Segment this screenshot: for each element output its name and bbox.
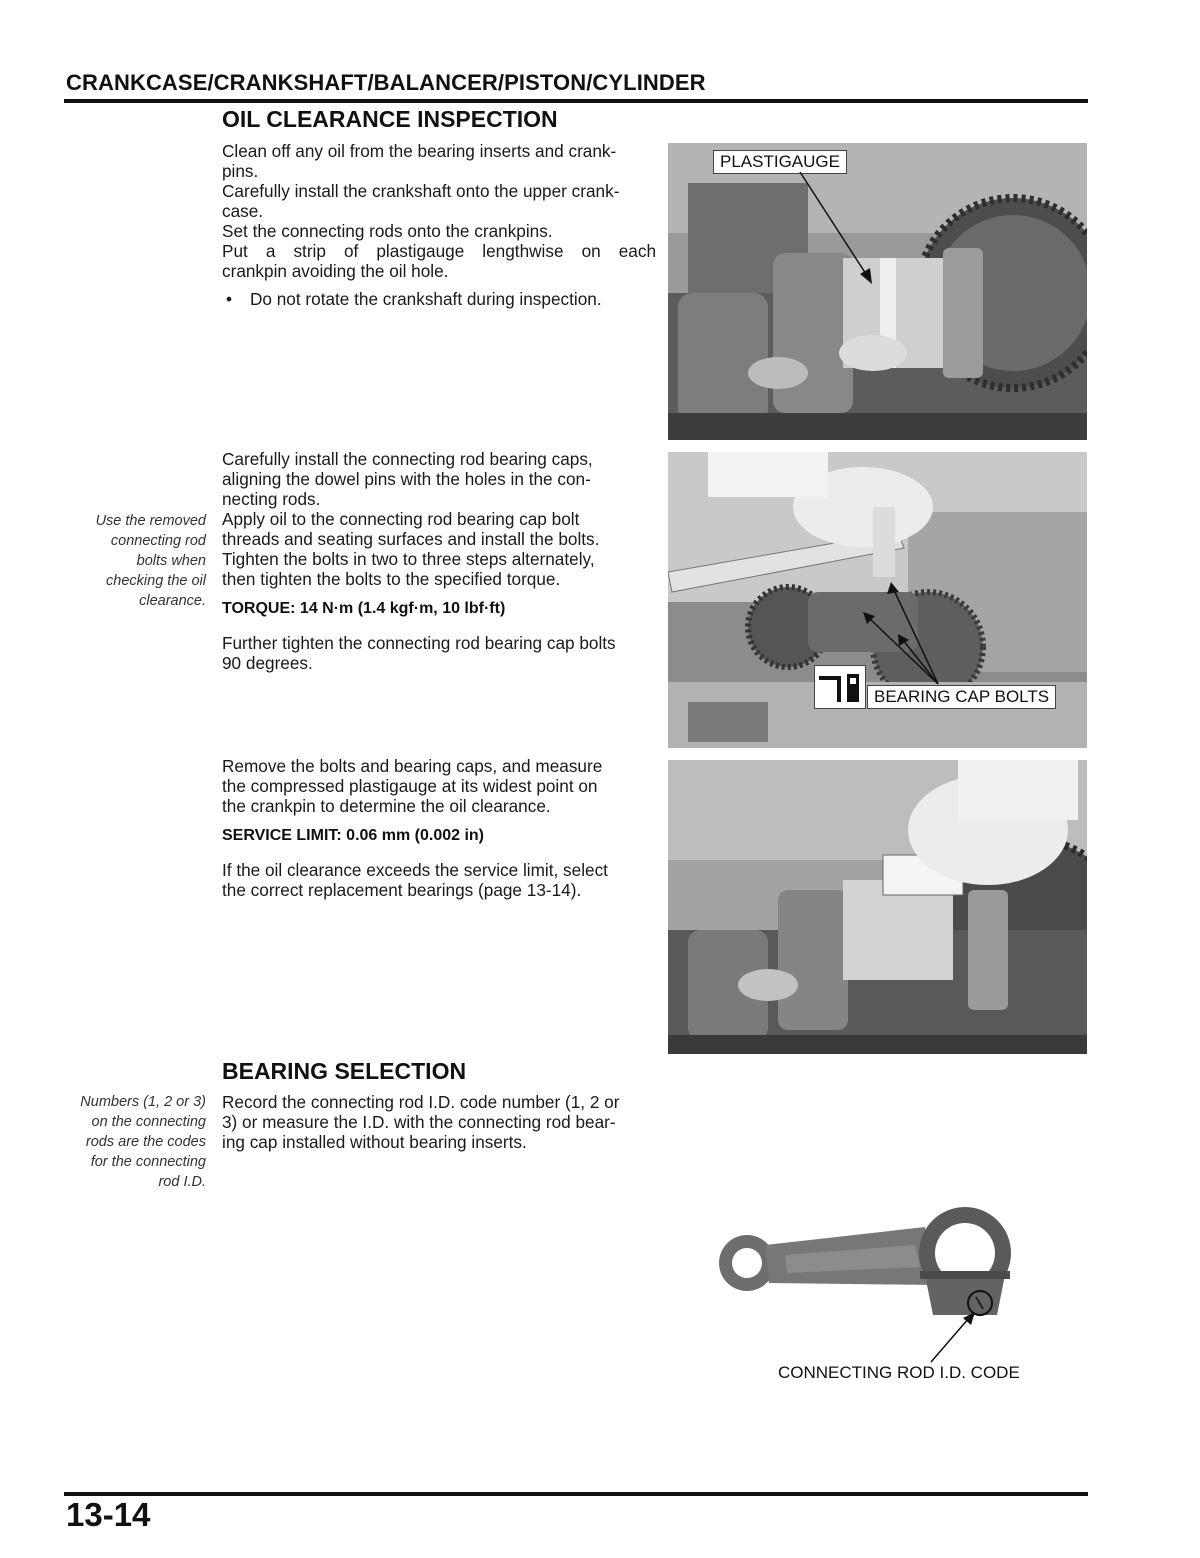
side-note-line: Use the removed	[95, 513, 206, 529]
text-line: threads and seating surfaces and install the bolts.	[222, 529, 600, 549]
text-line: If the oil clearance exceeds the service limit, select	[222, 860, 608, 880]
exceeds-text	[222, 860, 656, 900]
measure-text	[222, 756, 656, 816]
id-code-leader-arrow-icon	[925, 1310, 980, 1365]
page-header-title: CRANKCASE/CRANKSHAFT/BALANCER/PISTON/CYLINDER	[66, 70, 706, 95]
side-note-line: bolts when	[136, 553, 206, 569]
text-line: Apply oil to the connecting rod bearing cap bolt	[222, 509, 580, 529]
bolts-side-note	[56, 511, 206, 611]
bearing-cap-bolts-label: BEARING CAP BOLTS	[867, 685, 1056, 709]
text-line: Carefully install the connecting rod bearing caps,	[222, 449, 593, 469]
measure-plastigauge-photo	[668, 760, 1087, 1054]
service-limit-spec: SERVICE LIMIT: 0.06 mm (0.002 in)	[222, 827, 485, 844]
text-line: the compressed plastigauge at its widest point on	[222, 776, 598, 796]
text-line: the correct replacement bearings (page 13-14).	[222, 880, 582, 900]
plastigauge-leader-arrow-icon	[790, 170, 890, 290]
bearing-cap-bolts-leader-arrows-icon	[855, 580, 945, 690]
torque-spec: TORQUE: 14 N·m (1.4 kgf·m, 10 lbf·ft)	[222, 600, 506, 617]
text-line: Put a strip of plastigauge lengthwise on each	[222, 241, 656, 261]
text-line: then tighten the bolts to the specified torque.	[222, 569, 561, 589]
plastigauge-label: PLASTIGAUGE	[713, 150, 847, 174]
text-line: Record the connecting rod I.D. code number (1, 2 or	[222, 1092, 620, 1112]
text-line: crankpin avoiding the oil hole.	[222, 261, 449, 281]
text-line: pins.	[222, 161, 259, 181]
oil-clearance-heading: OIL CLEARANCE INSPECTION	[222, 106, 558, 132]
inspection-bullet	[226, 289, 602, 309]
header-rule	[64, 99, 1088, 103]
text-line: Clean off any oil from the bearing inserts and crank-	[222, 141, 617, 161]
side-note-line: clearance.	[139, 593, 206, 609]
oil-clearance-text	[222, 141, 656, 281]
side-note-line: Numbers (1, 2 or 3)	[80, 1094, 206, 1110]
connecting-rod-id-code-label: CONNECTING ROD I.D. CODE	[778, 1363, 1020, 1382]
text-line: Tighten the bolts in two to three steps alternately,	[222, 549, 595, 569]
page-number: 13-14	[66, 1496, 151, 1533]
side-note-line: checking the oil	[106, 573, 206, 589]
side-note-line: on the connecting	[91, 1114, 206, 1130]
side-note-line: rod I.D.	[158, 1174, 206, 1190]
text-line: case.	[222, 201, 264, 221]
bearing-caps-text	[222, 449, 656, 589]
side-note-line: connecting rod	[110, 533, 206, 549]
text-line: Further tighten the connecting rod bearing cap bolts	[222, 633, 616, 653]
bullet-dot-icon: •	[226, 289, 233, 309]
text-line: Carefully install the crankshaft onto the upper crank-	[222, 181, 620, 201]
text-line: ing cap installed without bearing inserts.	[222, 1132, 527, 1152]
text-line: necting rods.	[222, 489, 321, 509]
side-note-line: for the connecting	[90, 1154, 206, 1170]
text-line: Remove the bolts and bearing caps, and measure	[222, 756, 603, 776]
text-line: 90 degrees.	[222, 653, 313, 673]
bullet-text: Do not rotate the crankshaft during inspection.	[250, 289, 602, 309]
text-line: Set the connecting rods onto the crankpins.	[222, 221, 553, 241]
id-code-side-note	[56, 1092, 206, 1192]
side-note-line: rods are the codes	[85, 1134, 206, 1150]
further-tighten-text	[222, 633, 656, 673]
text-line: aligning the dowel pins with the holes in the con-	[222, 469, 591, 489]
text-line: 3) or measure the I.D. with the connecting rod bear-	[222, 1112, 616, 1132]
text-line: the crankpin to determine the oil clearance.	[222, 796, 551, 816]
torque-wrench-icon	[814, 665, 866, 709]
bearing-selection-heading: BEARING SELECTION	[222, 1058, 467, 1084]
bearing-selection-text	[222, 1092, 656, 1152]
footer-rule	[64, 1492, 1088, 1496]
